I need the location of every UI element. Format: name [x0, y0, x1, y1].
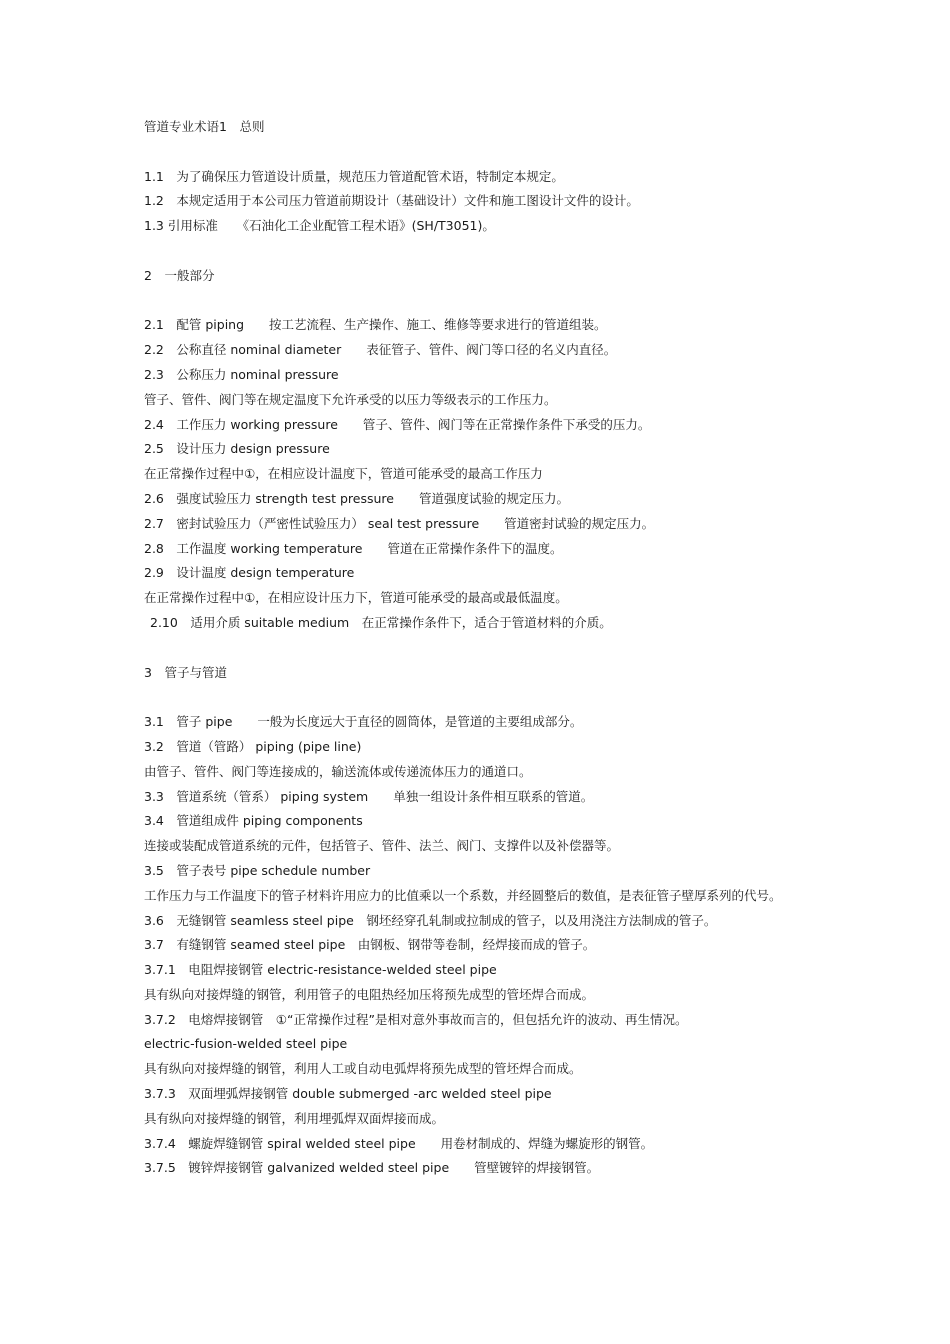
- clause-2-9-definition: 在正常操作过程中①，在相应设计压力下，管道可能承受的最高或最低温度。: [144, 590, 568, 606]
- clause-2-10: 2.10 适用介质 suitable medium 在正常操作条件下，适合于管道材料的介质。: [150, 614, 612, 630]
- clause-2-1: 2.1 配管 piping 按工艺流程、生产操作、施工、维修等要求进行的管道组装。: [144, 317, 607, 333]
- clause-2-5: 2.5 设计压力 design pressure: [144, 441, 330, 457]
- clause-3-7-2-english: electric-fusion-welded steel pipe: [144, 1036, 348, 1052]
- spacer: [144, 685, 804, 710]
- clause-3-2-definition: 由管子、管件、阀门等连接成的，输送流体或传递流体压力的通道口。: [144, 763, 532, 779]
- clause-1-3: 1.3 引用标准 《石油化工企业配管工程术语》(SH/T3051)。: [144, 218, 495, 234]
- clause-3-1: 3.1 管子 pipe 一般为长度远大于直径的圆筒体，是管道的主要组成部分。: [144, 714, 583, 730]
- clause-2-9: 2.9 设计温度 design temperature: [144, 565, 355, 581]
- document-page: [144, 115, 804, 1181]
- clause-2-5-definition: 在正常操作过程中①，在相应设计温度下，管道可能承受的最高工作压力: [144, 466, 543, 482]
- clause-2-2: 2.2 公称直径 nominal diameter 表征管子、管件、阀门等口径的名义内直径。: [144, 342, 617, 358]
- spacer: [144, 140, 804, 165]
- clause-3-7-5: 3.7.5 镀锌焊接钢管 galvanized welded steel pipe 管壁镀锌的焊接钢管。: [144, 1160, 600, 1176]
- spacer: [144, 289, 804, 314]
- clause-3-7-3-definition: 具有纵向对接焊缝的钢管，利用埋弧焊双面焊接而成。: [144, 1110, 445, 1126]
- clause-1-1: 1.1 为了确保压力管道设计质量，规范压力管道配管术语，特制定本规定。: [144, 168, 564, 184]
- clause-3-2: 3.2 管道（管路） piping (pipe line): [144, 738, 362, 754]
- clause-2-7: 2.7 密封试验压力（严密性试验压力） seal test pressure 管道密封试验的规定压力。: [144, 515, 655, 531]
- clause-3-7-2-definition: 具有纵向对接焊缝的钢管，利用人工或自动电弧焊将预先成型的管坯焊合而成。: [144, 1061, 582, 1077]
- clause-3-7-1-definition: 具有纵向对接焊缝的钢管，利用管子的电阻热经加压将预先成型的管坯焊合而成。: [144, 986, 595, 1002]
- clause-1-2: 1.2 本规定适用于本公司压力管道前期设计（基础设计）文件和施工图设计文件的设计。: [144, 193, 639, 209]
- clause-3-5: 3.5 管子表号 pipe schedule number: [144, 862, 371, 878]
- spacer: [144, 239, 804, 264]
- clause-3-6: 3.6 无缝钢管 seamless steel pipe 钢坯经穿孔轧制或拉制成的管子，以及用浇注方法制成的管子。: [144, 912, 717, 928]
- spacer: [144, 636, 804, 661]
- clause-3-3: 3.3 管道系统（管系） piping system 单独一组设计条件相互联系的管道。: [144, 788, 594, 804]
- clause-2-6: 2.6 强度试验压力 strength test pressure 管道强度试验的规定压力。: [144, 490, 569, 506]
- clause-3-4-definition: 连接或装配成管道系统的元件，包括管子、管件、法兰、阀门、支撑件以及补偿器等。: [144, 838, 620, 854]
- clause-3-7: 3.7 有缝钢管 seamed steel pipe 由钢板、钢带等卷制，经焊接而成的管子。: [144, 937, 596, 953]
- clause-2-4: 2.4 工作压力 working pressure 管子、管件、阀门等在正常操作条件下承受的压力。: [144, 416, 651, 432]
- clause-2-3-definition: 管子、管件、阀门等在规定温度下允许承受的以压力等级表示的工作压力。: [144, 391, 557, 407]
- clause-3-7-1: 3.7.1 电阻焊接钢管 electric-resistance-welded steel pipe: [144, 962, 497, 978]
- clause-3-4: 3.4 管道组成件 piping components: [144, 813, 363, 829]
- clause-2-8: 2.8 工作温度 working temperature 管道在正常操作条件下的温度。: [144, 540, 563, 556]
- section-3-heading: 3 管子与管道: [144, 664, 227, 680]
- clause-3-7-3: 3.7.3 双面埋弧焊接钢管 double submerged -arc welded steel pipe: [144, 1086, 552, 1102]
- clause-3-5-definition: 工作压力与工作温度下的管子材料许用应力的比值乘以一个系数，并经圆整后的数值，是表征管子壁厚系列的代号。: [144, 887, 782, 903]
- clause-3-7-4: 3.7.4 螺旋焊缝钢管 spiral welded steel pipe 用卷材制成的、焊缝为螺旋形的钢管。: [144, 1135, 654, 1151]
- clause-3-7-2: 3.7.2 电熔焊接钢管 ①“正常操作过程”是相对意外事故而言的，但包括允许的波动、再生情况。: [144, 1011, 688, 1027]
- section-2-heading: 2 一般部分: [144, 267, 215, 283]
- doc-title: 管道专业术语1 总则: [144, 119, 265, 134]
- clause-2-3: 2.3 公称压力 nominal pressure: [144, 366, 339, 382]
